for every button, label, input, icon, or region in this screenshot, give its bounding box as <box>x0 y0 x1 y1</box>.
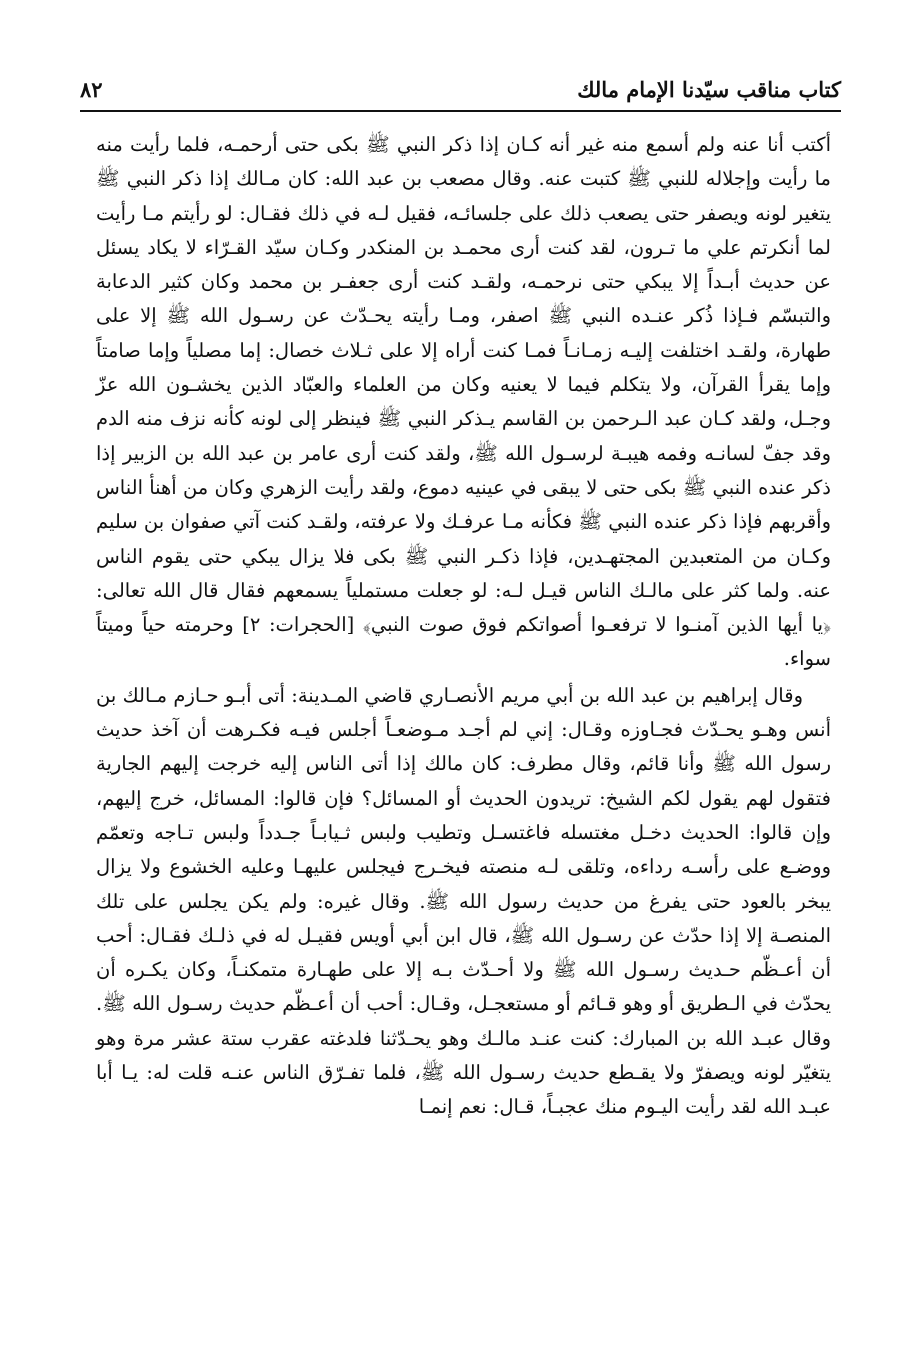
page-number: ٨٢ <box>80 76 103 102</box>
paragraph: وقال إبراهيم بن عبد الله بن أبي مريم الأنصـاري قاضي المـدينة: أتى أبـو حـازم مـالك بن أنس وهـو يحـدّث فجـاوزه وقـال: إني لم أجـد مـوضعـاً أجلس فيـه فكـرهت أن آخذ حديث رسول الله ﷺ وأنا قائم، وقال مطرف: كان مالك إذا أتى الناس إليه خرجت إليهم الجارية فتقول لهم يقول لكم الشيخ: تريدون الحديث أو المسائل؟ فإن قالوا: المسائل، خرج إليهم، وإن قالوا: الحديث دخـل مغتسله فاغتسـل وتطيب ولبس ثـيابـاً جـدداً ولبس تـاجه وتعمّم ووضـع على رأسـه رداءه، وتلقى لـه منصته فيخـرج فيجلس عليهـا وعليه الخشوع ولا يزال يبخر بالعود حتى يفرغ من حديث رسول الله ﷺ. وقال غيره: ولم يكن يجلس على تلك المنصـة إلا إذا حدّث عن رسـول الله ﷺ، قال ابن أبي أويس فقيـل له في ذلـك فقـال: أحب أن أعـظّم حـديث رسـول الله ﷺ ولا أحـدّث بـه إلا على طهـارة متمكنـاً، وكان يكـره أن يحدّث في الـطريق أو وهو قـائم أو مستعجـل، وقـال: أحب أن أعـظّم حديث رسـول الله ﷺ. وقال عبـد الله بن المبارك: كنت عنـد مالـك وهو يحـدّثنا فلدغته عقرب ستة عشر مرة وهو يتغيّر لونه ويصفرّ ولا يقـطع حديث رسـول الله ﷺ، فلما تفـرّق الناس عنـه قلت له: يـا أبا عبـد الله لقد رأيت اليـوم منك عجبـاً، قـال: نعم إنمـا <box>96 683 831 1119</box>
page-header <box>80 68 841 112</box>
running-title: كتاب مناقب سيّدنا الإمام مالك <box>577 76 841 102</box>
paragraph: أكتب أنا عنه ولم أسمع منه غير أنه كـان إذا ذكر النبي ﷺ بكى حتى أرحمـه، فلما رأيت منه ما رأيت وإجلاله للنبي ﷺ كتبت عنه. وقال مصعب بن عبد الله: كان مـالك إذا ذكر النبي ﷺ يتغير لونه ويصفر حتى يصعب ذلك على جلسائـه، فقيل لـه في ذلك فقـال: لو رأيتم مـا رأيت لما أنكرتم علي ما تـرون، لقد كنت أرى محمـد بن المنكدر وكـان سيّد القـرّاء لا يكاد يسئل عن حديث أبـداً إلا يبكي حتى نرحمـه، ولقـد كنت أرى جعفـر بن محمد وكان كثير الدعابة والتبسّم فـإذا ذُكر عنـده النبي ﷺ اصفر، ومـا رأيته يحـدّث عن رسـول الله ﷺ إلا على طهارة، ولقـد اختلفت إليـه زمـانـاً فمـا كنت أراه إلا على ثـلاث خصال: إما مصلياً وإما صامتاً وإما يقرأ القرآن، ولا يتكلم فيما لا يعنيه وكان من العلماء والعبّاد الذين يخشـون الله عزّ وجـل، ولقد كـان عبد الـرحمن بن القاسم يـذكر النبي ﷺ فينظر إلى لونه كأنه نزف منه الدم وقد جفّ لسانـه وفمه هيبـة لرسـول الله ﷺ، ولقد كنت أرى عامر بن عبد الله بن الزبير إذا ذكر عنده النبي ﷺ بكى حتى لا يبقى في عينيه دموع، ولقد رأيت الزهري وكان من أهنأ الناس وأقربهم فإذا ذكر عنده النبي ﷺ فكأنه مـا عرفـك ولا عرفته، ولقـد كنت آتي صفوان بن سليم وكـان من المتعبدين المجتهـدين، فإذا ذكـر النبي ﷺ بكى فلا يزال يبكي حتى يقوم الناس عنه. ولما كثر على مالـك الناس قيـل لـه: لو جعلت مستملياً يسمعهم فقال قال الله تعالى: ﴿يا أيها الذين آمنـوا لا ترفعـوا أصواتكم فوق صوت النبي﴾ [الحجرات: ٢] وحرمته حياً وميتاً سواء. <box>96 133 832 671</box>
body-text <box>96 128 831 1350</box>
